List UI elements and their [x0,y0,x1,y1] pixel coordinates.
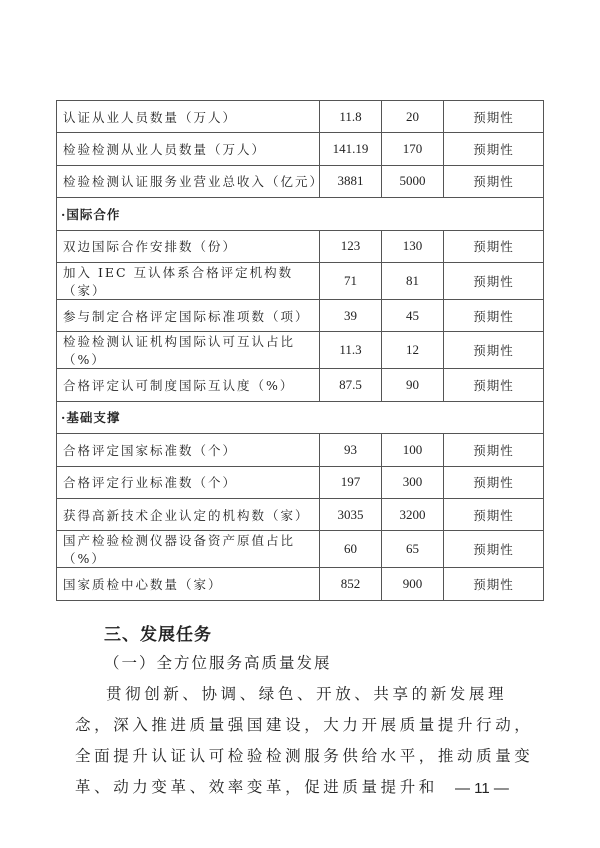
table-row [57,230,544,262]
target-value: 12 [382,332,444,369]
table-row [57,165,544,197]
table-row [57,434,544,466]
indicator-name: 合格评定认可制度国际互认度（%） [57,369,320,401]
table-row [57,332,544,369]
target-value: 20 [382,101,444,133]
table-row [57,466,544,498]
attribute: 预期性 [444,332,544,369]
target-value: 45 [382,299,444,331]
base-value: 93 [320,434,382,466]
base-value: 11.3 [320,332,382,369]
base-value: 197 [320,466,382,498]
base-value: 123 [320,230,382,262]
target-value: 100 [382,434,444,466]
target-value: 3200 [382,498,444,530]
target-value: 65 [382,531,444,568]
target-value: 90 [382,369,444,401]
target-value: 170 [382,133,444,165]
indicator-name: 获得高新技术企业认定的机构数（家） [57,498,320,530]
attribute: 预期性 [444,101,544,133]
attribute: 预期性 [444,299,544,331]
section-heading: 三、发展任务 [104,625,212,645]
indicator-name: 加入 IEC 互认体系合格评定机构数（家） [57,262,320,299]
table-row [57,262,544,299]
base-value: 87.5 [320,369,382,401]
table-row [57,498,544,530]
indicator-name: 合格评定国家标准数（个） [57,434,320,466]
base-value: 3035 [320,498,382,530]
target-value: 81 [382,262,444,299]
section-row: ·国际合作 [57,198,544,230]
attribute: 预期性 [444,165,544,197]
indicator-name: 国产检验检测仪器设备资产原值占比（%） [57,531,320,568]
indicator-name: 检验检测认证机构国际认可互认占比（%） [57,332,320,369]
base-value: 11.8 [320,101,382,133]
base-value: 141.19 [320,133,382,165]
base-value: 71 [320,262,382,299]
table-row [57,299,544,331]
table-row [57,133,544,165]
base-value: 39 [320,299,382,331]
base-value: 60 [320,531,382,568]
attribute: 预期性 [444,230,544,262]
base-value: 852 [320,568,382,600]
attribute: 预期性 [444,133,544,165]
target-value: 300 [382,466,444,498]
target-value: 130 [382,230,444,262]
attribute: 预期性 [444,262,544,299]
attribute: 预期性 [444,498,544,530]
target-value: 900 [382,568,444,600]
indicator-name: 认证从业人员数量（万人） [57,101,320,133]
attribute: 预期性 [444,369,544,401]
indicator-name: 检验检测认证服务业营业总收入（亿元） [57,165,320,197]
indicator-name: 检验检测从业人员数量（万人） [57,133,320,165]
page-number: — 11 — [455,780,509,797]
target-value: 5000 [382,165,444,197]
table-row [57,531,544,568]
attribute: 预期性 [444,568,544,600]
indicator-table [56,100,544,601]
section-row: ·基础支撑 [57,401,544,433]
indicator-name: 合格评定行业标准数（个） [57,466,320,498]
table-row [57,568,544,600]
indicator-name: 国家质检中心数量（家） [57,568,320,600]
indicator-name: 参与制定合格评定国际标准项数（项） [57,299,320,331]
table-row [57,369,544,401]
table-row [57,101,544,133]
base-value: 3881 [320,165,382,197]
body-paragraph: 贯彻创新、协调、绿色、开放、共享的新发展理念，深入推进质量强国建设，大力开展质量提升行动，全面提升认证认可检验检测服务供给水平，推动质量变革、动力变革、效率变革，促进质量提升和 [75,685,534,796]
attribute: 预期性 [444,466,544,498]
subsection-heading: （一）全方位服务高质量发展 [104,654,332,672]
indicator-name: 双边国际合作安排数（份） [57,230,320,262]
attribute: 预期性 [444,531,544,568]
attribute: 预期性 [444,434,544,466]
